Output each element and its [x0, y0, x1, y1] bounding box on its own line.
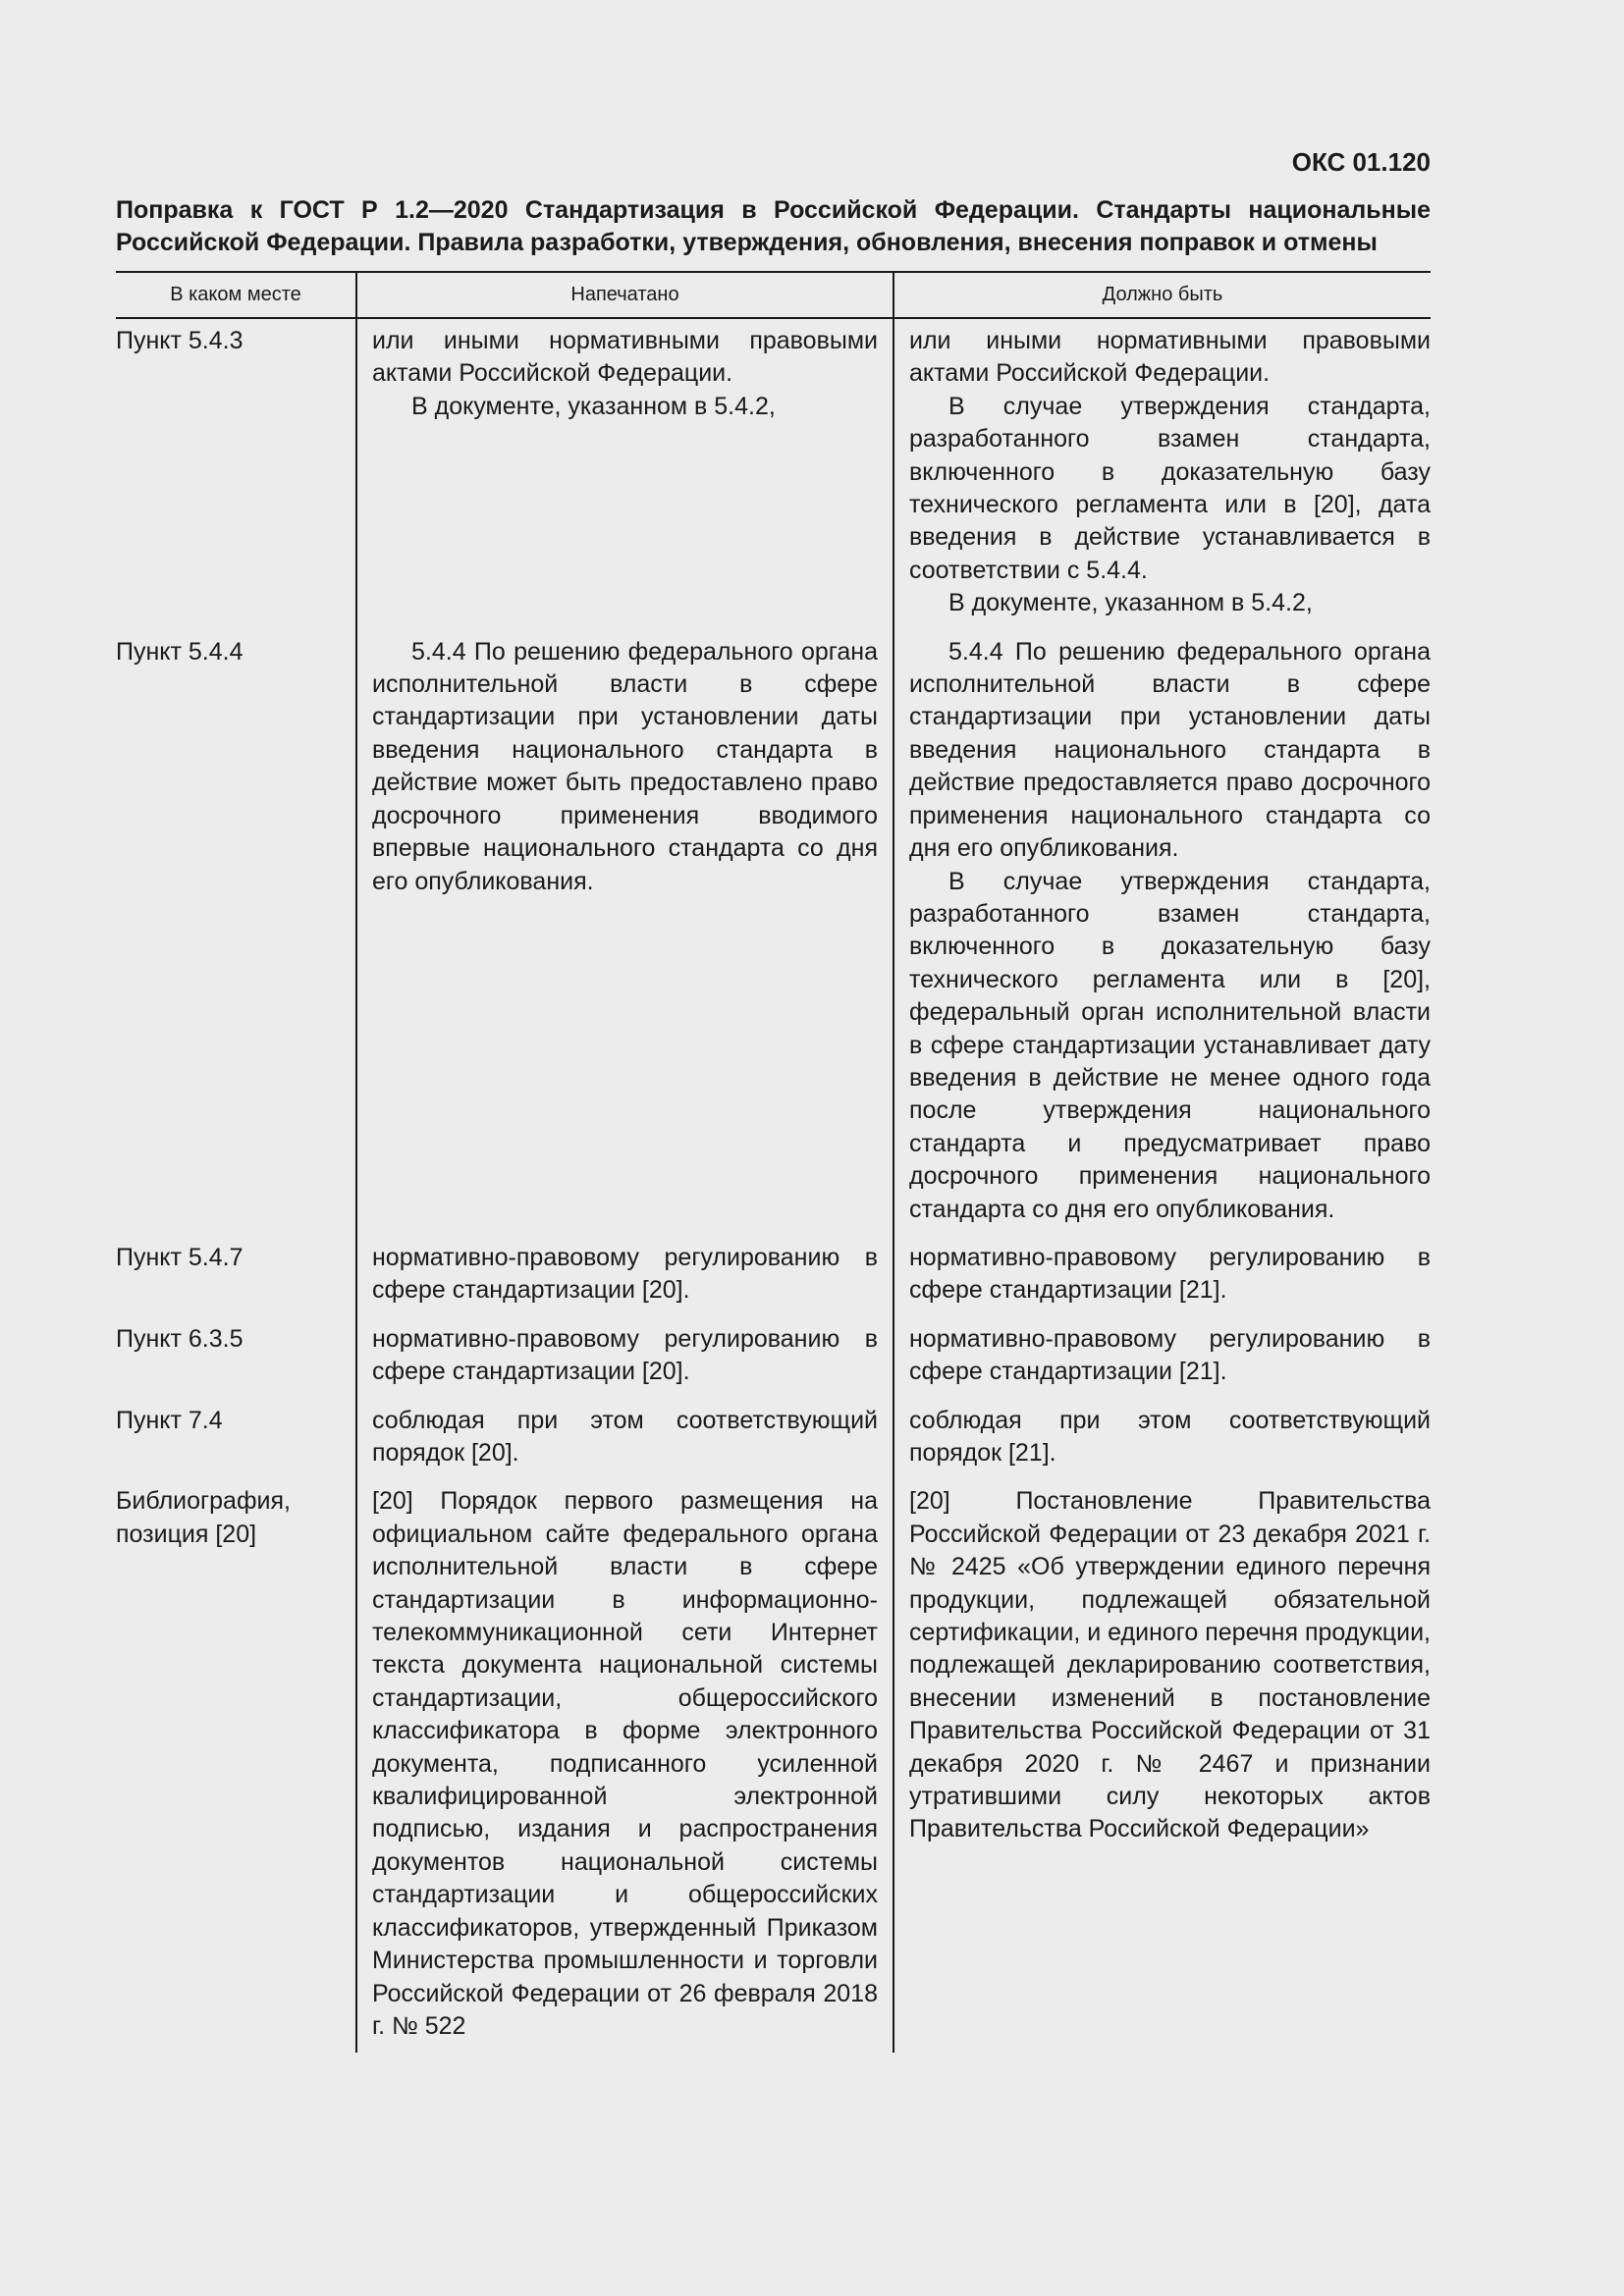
table-row: [116, 1399, 1431, 1480]
should-be-paragraph: нормативно-правовому регулированию в сфере стандартизации [21].: [909, 1324, 1431, 1386]
table-row: [116, 318, 1431, 630]
cell-place: Пункт 7.4: [116, 1406, 223, 1434]
cell-should-be: [893, 318, 1431, 630]
cell-should-be: [893, 630, 1431, 1236]
should-be-paragraph: или иными нормативными правовыми актами Российской Федерации.: [909, 327, 1431, 388]
table-row: [116, 1317, 1431, 1399]
cell-place: Библиография, позиция [20]: [116, 1487, 291, 1548]
cell-place: Пункт 6.3.5: [116, 1324, 244, 1353]
cell-should-be: [893, 1399, 1431, 1480]
printed-paragraph: соблюдая при этом соответствующий порядок [20].: [372, 1406, 878, 1467]
table-header-row: [116, 272, 1431, 318]
cell-printed: [356, 1479, 893, 2053]
cell-printed: [356, 1399, 893, 1480]
document-title: Поправка к ГОСТ Р 1.2—2020 Стандартизация в Российской Федерации. Стандарты национальные Российской Федерации. Правила разработки, утверждения, обновления, внесения поправок и отмены: [116, 196, 1431, 256]
printed-paragraph: нормативно-правовому регулированию в сфере стандартизации [20].: [372, 1324, 878, 1386]
column-header-should-be: Должно быть: [893, 272, 1431, 318]
cell-printed: [356, 1317, 893, 1399]
printed-paragraph: [20] Порядок первого размещения на официальном сайте федерального органа исполнительной власти в сфере стандартизации в информационно-телекоммуникационной сети Интернет текста документа национальной системы стандартизации, общероссийского классификатора в форме электронного документа, подписанного усиленной квалифицированной электронной подписью, издания и распространения документов национальной системы стандартизации и общероссийских классификаторов, утвержденный Приказом Министерства промышленности и торговли Российской Федерации от 26 февраля 2018 г. № 522: [372, 1487, 878, 2040]
document-page: [116, 145, 1431, 2053]
cell-should-be: [893, 1317, 1431, 1399]
printed-paragraph: или иными нормативными правовыми актами Российской Федерации.: [372, 327, 878, 388]
cell-should-be: [893, 1479, 1431, 2053]
column-header-printed: Напечатано: [356, 272, 893, 318]
should-be-paragraph: В случае утверждения стандарта, разработанного взамен стандарта, включенного в доказательную базу технического регламента или в [20], дата введения в действие устанавливается в соответствии с 5.4.4.: [909, 392, 1431, 584]
table-row: [116, 630, 1431, 1236]
printed-paragraph: нормативно-правовому регулированию в сфере стандартизации [20].: [372, 1243, 878, 1305]
cell-should-be: [893, 1236, 1431, 1317]
cell-place: Пункт 5.4.4: [116, 637, 244, 666]
should-be-paragraph: [20] Постановление Правительства Российской Федерации от 23 декабря 2021 г. № 2425 «Об утверждении единого перечня продукции, подлежащей обязательной сертификации, и единого перечня продукции, подлежащей декларированию соответствия, внесении изменений в постановление Правительства Российской Федерации от 31 декабря 2020 г. № 2467 и признании утратившими силу некоторых актов Правительства Российской Федерации»: [909, 1487, 1431, 1843]
cell-place: Пункт 5.4.3: [116, 327, 244, 354]
amendment-table: [116, 271, 1431, 2053]
table-row: [116, 1236, 1431, 1317]
cell-place: Пункт 5.4.7: [116, 1243, 244, 1271]
cell-printed: [356, 630, 893, 1236]
table-row: [116, 1479, 1431, 2053]
cell-printed: [356, 1236, 893, 1317]
should-be-paragraph: В документе, указанном в 5.4.2,: [948, 589, 1313, 617]
cell-printed: [356, 318, 893, 630]
oks-code: ОКС 01.120: [1291, 147, 1431, 177]
should-be-paragraph: В случае утверждения стандарта, разработанного взамен стандарта, включенного в доказательную базу технического регламента или в [20], федеральный орган исполнительной власти в сфере стандартизации устанавливает дату введения в действие не менее одного года после утверждения национального стандарта и предусматривает право досрочного применения национального стандарта со дня его опубликования.: [909, 867, 1431, 1223]
printed-paragraph: В документе, указанном в 5.4.2,: [411, 392, 776, 420]
should-be-paragraph: 5.4.4 По решению федерального органа исполнительной власти в сфере стандартизации при установлении даты введения национального стандарта в действие предоставляется право досрочного применения национального стандарта со дня его опубликования.: [909, 637, 1431, 863]
should-be-paragraph: соблюдая при этом соответствующий порядок [21].: [909, 1406, 1431, 1467]
should-be-paragraph: нормативно-правовому регулированию в сфере стандартизации [21].: [909, 1243, 1431, 1305]
printed-paragraph: 5.4.4 По решению федерального органа исполнительной власти в сфере стандартизации при установлении даты введения национального стандарта в действие может быть предоставлено право досрочного применения вводимого впервые национального стандарта со дня его опубликования.: [372, 637, 878, 895]
column-header-place: В каком месте: [116, 272, 356, 318]
